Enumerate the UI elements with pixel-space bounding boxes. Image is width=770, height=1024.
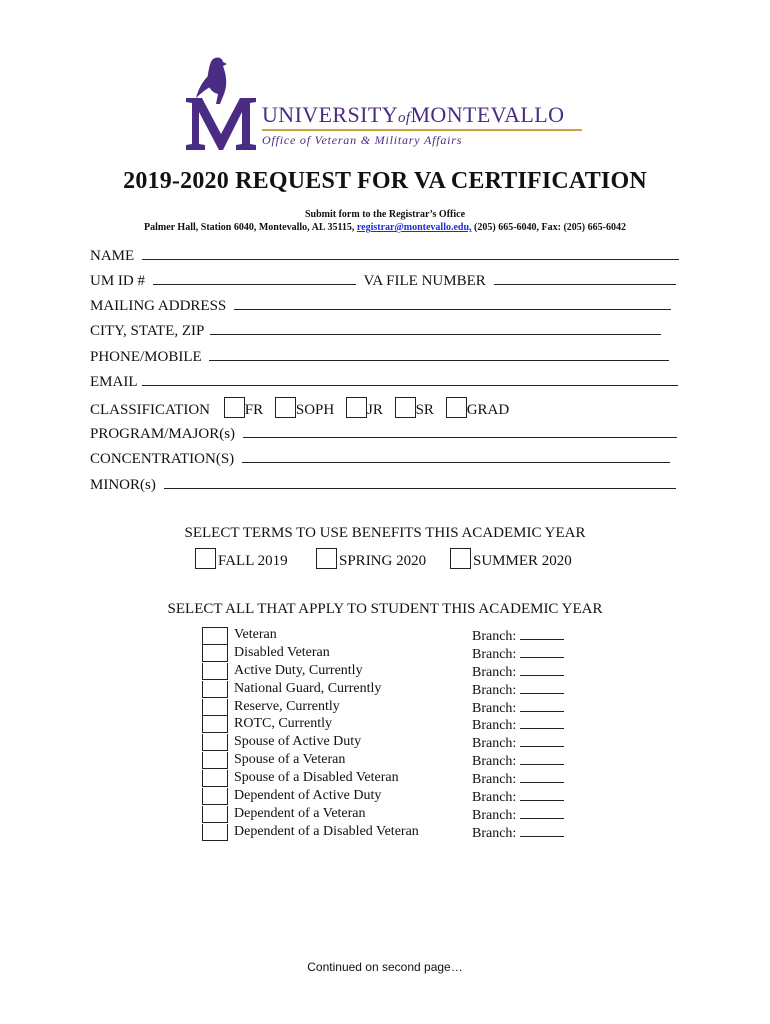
option-fr: FR (244, 402, 264, 418)
apply-item-label: Spouse of Active Duty (234, 734, 362, 750)
email-row (90, 371, 678, 391)
list-item (202, 806, 582, 824)
logo-divider (262, 129, 582, 131)
term-fall (195, 548, 288, 570)
apply-checkbox[interactable] (202, 788, 228, 805)
apply-checkbox[interactable] (202, 806, 228, 823)
city-field[interactable] (210, 320, 661, 335)
branch-input[interactable] (520, 788, 564, 801)
concentration-field[interactable] (242, 448, 670, 463)
branch-input[interactable] (520, 716, 564, 729)
apply-item-label: National Guard, Currently (234, 680, 382, 696)
va-file-label: VA FILE NUMBER (363, 273, 486, 289)
um-id-field[interactable] (153, 270, 356, 285)
list-item (202, 681, 582, 699)
page-title: 2019-2020 REQUEST FOR VA CERTIFICATION (123, 168, 647, 194)
apply-checkbox[interactable] (202, 645, 228, 662)
branch-input[interactable] (520, 627, 564, 640)
terms-heading: SELECT TERMS TO USE BENEFITS THIS ACADEMIC YEAR (184, 525, 586, 541)
list-item (202, 788, 582, 806)
registrar-email-link[interactable]: registrar@montevallo.edu, (356, 222, 472, 233)
branch-field: Branch: (472, 770, 564, 788)
branch-field: Branch: (472, 716, 564, 734)
phone-field[interactable] (209, 346, 669, 361)
list-item (202, 645, 582, 663)
list-item (202, 752, 582, 770)
branch-field: Branch: (472, 752, 564, 770)
branch-field: Branch: (472, 645, 564, 663)
term-summer (450, 548, 572, 570)
list-item (202, 663, 582, 681)
office-name: Office of Veteran & Military Affairs (262, 133, 463, 147)
continuation-note: Continued on second page… (307, 960, 463, 974)
list-item (202, 770, 582, 788)
term-summer-label: SUMMER 2020 (473, 553, 572, 569)
program-label: PROGRAM/MAJOR(s) (90, 426, 236, 442)
apply-item-label: Active Duty, Currently (234, 662, 363, 678)
branch-field: Branch: (472, 734, 564, 752)
apply-checkbox[interactable] (202, 734, 228, 751)
apply-item-label: Reserve, Currently (234, 698, 340, 714)
program-row (90, 423, 677, 443)
branch-input[interactable] (520, 734, 564, 747)
term-fall-label: FALL 2019 (218, 553, 288, 569)
branch-field: Branch: (472, 806, 564, 824)
apply-list (202, 627, 582, 842)
checkbox-soph[interactable] (275, 397, 296, 418)
va-file-field[interactable] (494, 270, 676, 285)
option-sr: SR (415, 402, 434, 418)
email-label: EMAIL (90, 374, 137, 390)
apply-checkbox[interactable] (202, 824, 228, 841)
mailing-label: MAILING ADDRESS (90, 298, 227, 314)
term-spring (316, 548, 426, 570)
id-row (90, 270, 676, 290)
apply-item-label: Veteran (234, 627, 277, 642)
branch-input[interactable] (520, 752, 564, 765)
branch-field: Branch: (472, 681, 564, 699)
list-item (202, 699, 582, 717)
checkbox-jr[interactable] (346, 397, 367, 418)
checkbox-grad[interactable] (446, 397, 467, 418)
checkbox-summer[interactable] (450, 548, 471, 569)
name-row (90, 245, 679, 265)
branch-field: Branch: (472, 699, 564, 717)
university-logo (184, 54, 594, 154)
um-id-label: UM ID # (90, 273, 145, 289)
minor-label: MINOR(s) (90, 477, 156, 493)
checkbox-sr[interactable] (395, 397, 416, 418)
checkbox-fall[interactable] (195, 548, 216, 569)
concentration-row (90, 448, 670, 468)
program-field[interactable] (243, 423, 677, 438)
checkbox-fr[interactable] (224, 397, 245, 418)
apply-item-label: Dependent of a Disabled Veteran (234, 823, 419, 839)
apply-heading: SELECT ALL THAT APPLY TO STUDENT THIS ACADEMIC YEAR (167, 601, 603, 617)
apply-checkbox[interactable] (202, 752, 228, 769)
term-spring-label: SPRING 2020 (339, 553, 427, 569)
apply-item-label: Spouse of a Disabled Veteran (234, 770, 399, 786)
branch-input[interactable] (520, 824, 564, 837)
branch-field: Branch: (472, 627, 564, 645)
branch-field: Branch: (472, 788, 564, 806)
mailing-field[interactable] (234, 295, 671, 310)
name-label: NAME (90, 248, 135, 264)
concentration-label: CONCENTRATION(S) (90, 451, 235, 467)
branch-input[interactable] (520, 770, 564, 783)
apply-item-label: Spouse of a Veteran (234, 752, 346, 768)
phone-row (90, 346, 669, 366)
apply-checkbox[interactable] (202, 716, 228, 733)
apply-checkbox[interactable] (202, 699, 228, 716)
classification-label: CLASSIFICATION (90, 402, 211, 418)
minor-row (90, 474, 676, 494)
branch-input[interactable] (520, 806, 564, 819)
apply-item-label: Dependent of Active Duty (234, 788, 382, 804)
list-item (202, 716, 582, 734)
branch-input[interactable] (520, 681, 564, 694)
university-name: UNIVERSITYofMONTEVALLO (262, 102, 565, 127)
apply-checkbox[interactable] (202, 627, 228, 645)
m-monogram-icon (184, 94, 258, 152)
submit-instruction: Submit form to the Registrar’s Office (304, 209, 466, 220)
apply-checkbox[interactable] (202, 681, 228, 698)
list-item (202, 734, 582, 752)
registrar-address: Palmer Hall, Station 6040, Montevallo, AL 35115, registrar@montevallo.edu, (205) 665-6040, Fax: (205) 665-6042 (144, 222, 626, 233)
list-item (202, 824, 582, 842)
option-grad: GRAD (466, 402, 510, 418)
email-field[interactable] (142, 371, 678, 386)
branch-input[interactable] (520, 663, 564, 676)
branch-input[interactable] (520, 699, 564, 712)
apply-item-label: Disabled Veteran (234, 644, 330, 660)
classification-row (90, 397, 509, 417)
apply-checkbox[interactable] (202, 663, 228, 680)
apply-checkbox[interactable] (202, 770, 228, 787)
checkbox-spring[interactable] (316, 548, 337, 569)
phone-label: PHONE/MOBILE (90, 349, 202, 365)
option-jr: JR (366, 402, 383, 418)
branch-input[interactable] (520, 645, 564, 658)
apply-item-label: ROTC, Currently (234, 716, 332, 732)
list-item (202, 627, 582, 645)
city-row (90, 320, 661, 340)
minor-field[interactable] (164, 474, 676, 489)
name-field[interactable] (142, 245, 679, 260)
branch-field: Branch: (472, 663, 564, 681)
mailing-row (90, 295, 671, 315)
apply-item-label: Dependent of a Veteran (234, 805, 366, 821)
option-soph: SOPH (295, 402, 335, 418)
branch-field: Branch: (472, 824, 564, 842)
city-label: CITY, STATE, ZIP (90, 323, 204, 339)
